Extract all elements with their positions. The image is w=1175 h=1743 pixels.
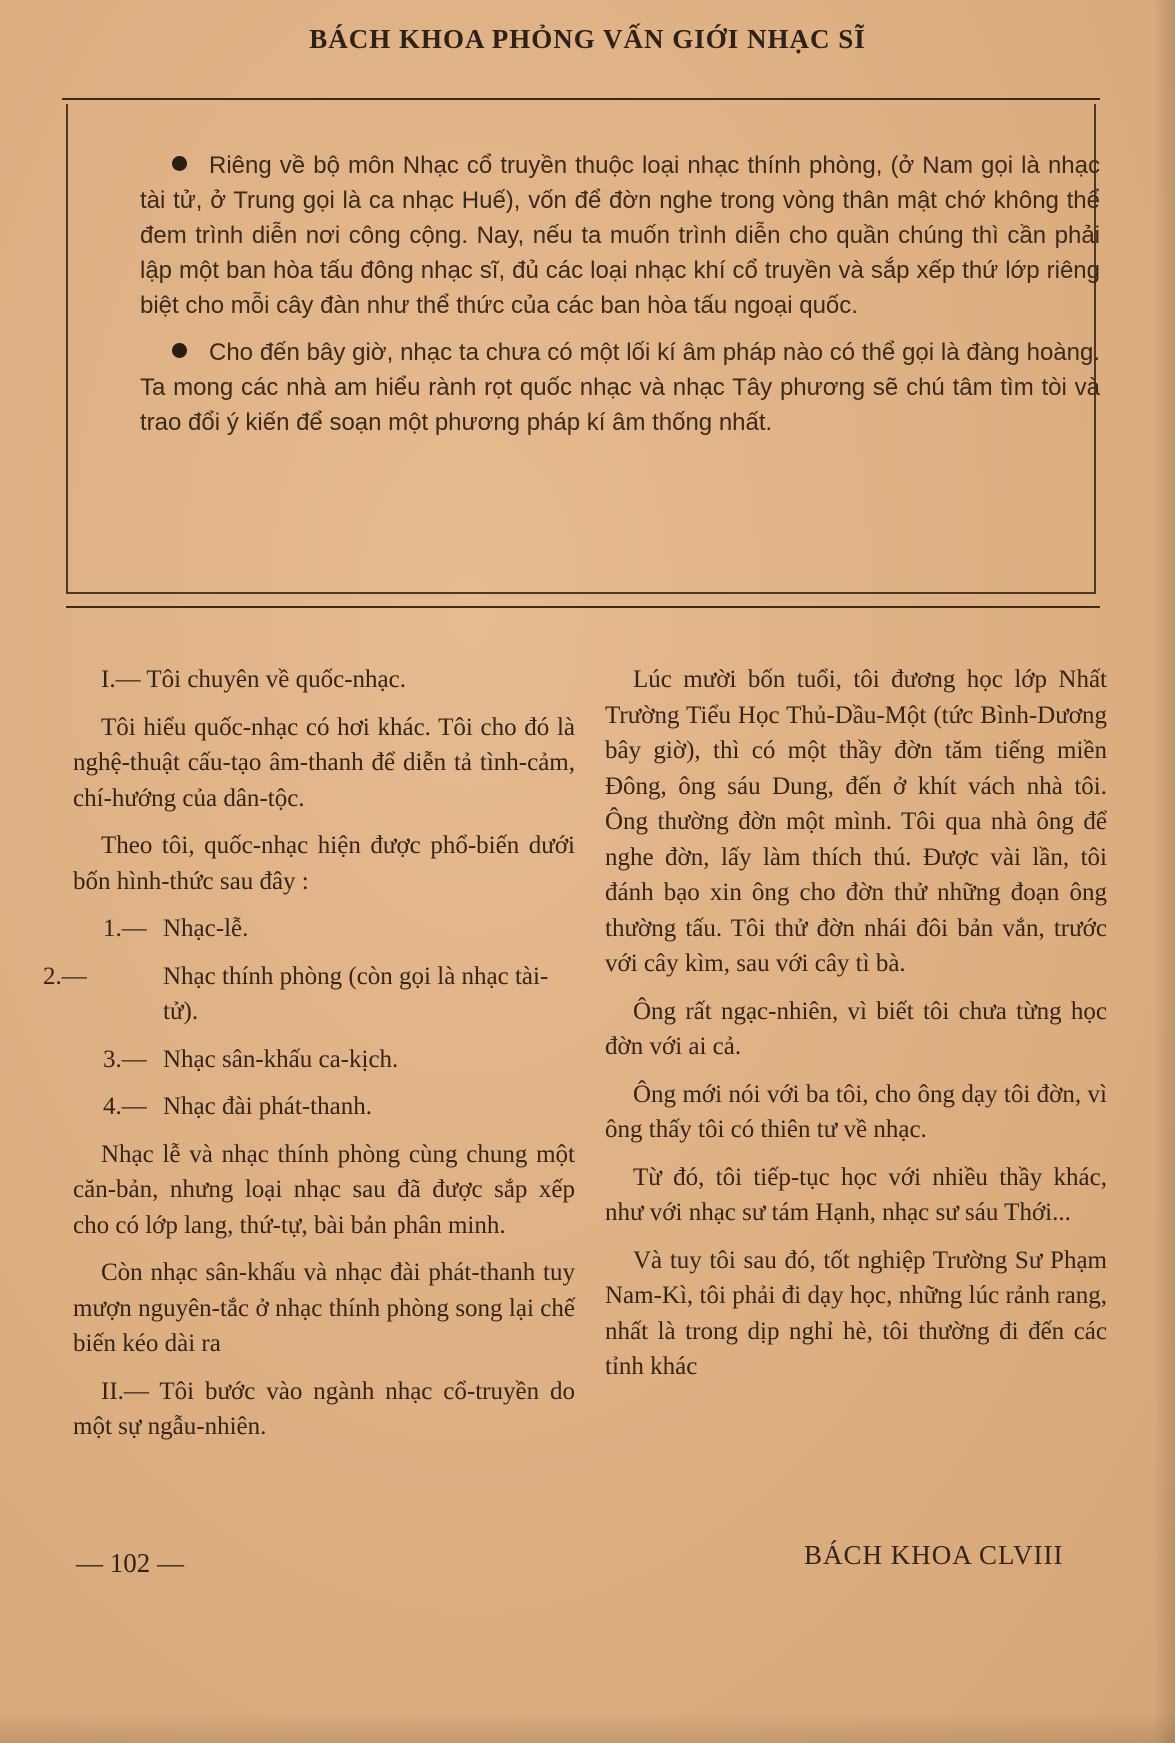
body-paragraph: Tôi hiểu quốc-nhạc có hơi khác. Tôi cho đó là nghệ-thuật cấu-tạo âm-thanh để diễn tả tình-cảm, chí-hướng của dân-tộc. <box>73 713 575 812</box>
sidebar-paragraph: Riêng về bộ môn Nhạc cổ truyền thuộc loại nhạc thính phòng, (ở Nam gọi là nhạc tài tử, ở Trung gọi là ca nhạc Huế), vốn để đờn nghe trong vòng thân mật chớ không thể đem trình diễn nơi công cộng. Nay, nếu ta muốn trình diễn cho quần chúng thì cần phải lập một ban hòa tấu đông nhạc sĩ, đủ các loại nhạc khí cổ truyền và sắp xếp thứ lớp riêng biệt cho mỗi cây đàn như thể thức của các ban hòa tấu ngoại quốc. <box>140 152 1100 319</box>
list-item: 3.— Nhạc sân-khấu ca-kịch. <box>103 1045 399 1073</box>
header-rule <box>62 98 1100 100</box>
sidebar-content <box>140 148 1100 452</box>
bullet-icon <box>172 156 187 171</box>
answer-heading: II.— Tôi bước vào ngành nhạc cổ-truyền do một sự ngẫu-nhiên. <box>73 1377 575 1440</box>
body-paragraph: Lúc mười bốn tuổi, tôi đương học lớp Nhất Trường Tiểu Học Thủ-Dầu-Một (tức Bình-Dương bây giờ), thì có một thầy đờn tăm tiếng miền Đông, ông sáu Dung, đến ở khít vách nhà tôi. Ông thường đờn một mình. Tôi qua nhà ông để nghe đờn, lấy làm thích thú. Được vài lần, tôi đánh bạo xin ông cho đờn thử những đoạn ông thường tấu. Tôi thử đờn nhái đôi bản vắn, trước với cây kìm, sau với cây tì bà. <box>605 666 1107 977</box>
list-item: 2.— Nhạc thính phòng (còn gọi là nhạc tài-tử). <box>43 962 549 1025</box>
page-edge-shadow <box>1153 0 1175 1743</box>
list-item: 1.— Nhạc-lễ. <box>103 915 249 942</box>
bullet-icon <box>172 343 187 358</box>
running-header: BÁCH KHOA PHỎNG VẤN GIỚI NHẠC SĨ <box>309 24 866 54</box>
right-column <box>605 662 1107 1397</box>
body-paragraph: Theo tôi, quốc-nhạc hiện được phổ-biến dưới bốn hình-thức sau đây : <box>73 832 575 895</box>
body-paragraph: Nhạc lễ và nhạc thính phòng cùng chung một căn-bản, nhưng loại nhạc sau đã được sắp xếp cho có lớp lang, thứ-tự, bài bản phân minh. <box>73 1140 575 1239</box>
body-paragraph: Ông rất ngạc-nhiên, vì biết tôi chưa từng học đờn với ai cả. <box>605 997 1107 1060</box>
page-bottom-shadow <box>0 1713 1175 1743</box>
list-item: 4.— Nhạc đài phát-thanh. <box>103 1093 372 1120</box>
section-rule <box>66 606 1100 608</box>
page-number: — 102 — <box>76 1548 184 1578</box>
issue-label: BÁCH KHOA CLVIII <box>804 1540 1064 1570</box>
left-column <box>43 662 575 1457</box>
body-paragraph: Ông mới nói với ba tôi, cho ông dạy tôi đờn, vì ông thấy tôi có thiên tư về nhạc. <box>605 1080 1107 1143</box>
body-paragraph: Từ đó, tôi tiếp-tục học với nhiều thầy khác, như với nhạc sư tám Hạnh, nhạc sư sáu Thới... <box>605 1163 1107 1226</box>
body-paragraph: Còn nhạc sân-khấu và nhạc đài phát-thanh tuy mượn nguyên-tắc ở nhạc thính phòng song lại chế biến kéo dài ra <box>73 1259 575 1357</box>
body-paragraph: Và tuy tôi sau đó, tốt nghiệp Trường Sư Phạm Nam-Kì, tôi phải đi dạy học, những lúc rảnh rang, nhất là trong dịp nghỉ hè, tôi thường đi đến các tỉnh khác <box>605 1246 1107 1380</box>
sidebar-paragraph: Cho đến bây giờ, nhạc ta chưa có một lối kí âm pháp nào có thể gọi là đàng hoàng. Ta mong các nhà am hiểu rành rọt quốc nhạc và nhạc Tây phương sẽ chú tâm tìm tòi và trao đổi ý kiến để soạn một phương pháp kí âm thống nhất. <box>140 339 1100 436</box>
sidebar-box <box>66 104 1100 594</box>
answer-heading: I.— Tôi chuyên về quốc-nhạc. <box>101 666 406 693</box>
